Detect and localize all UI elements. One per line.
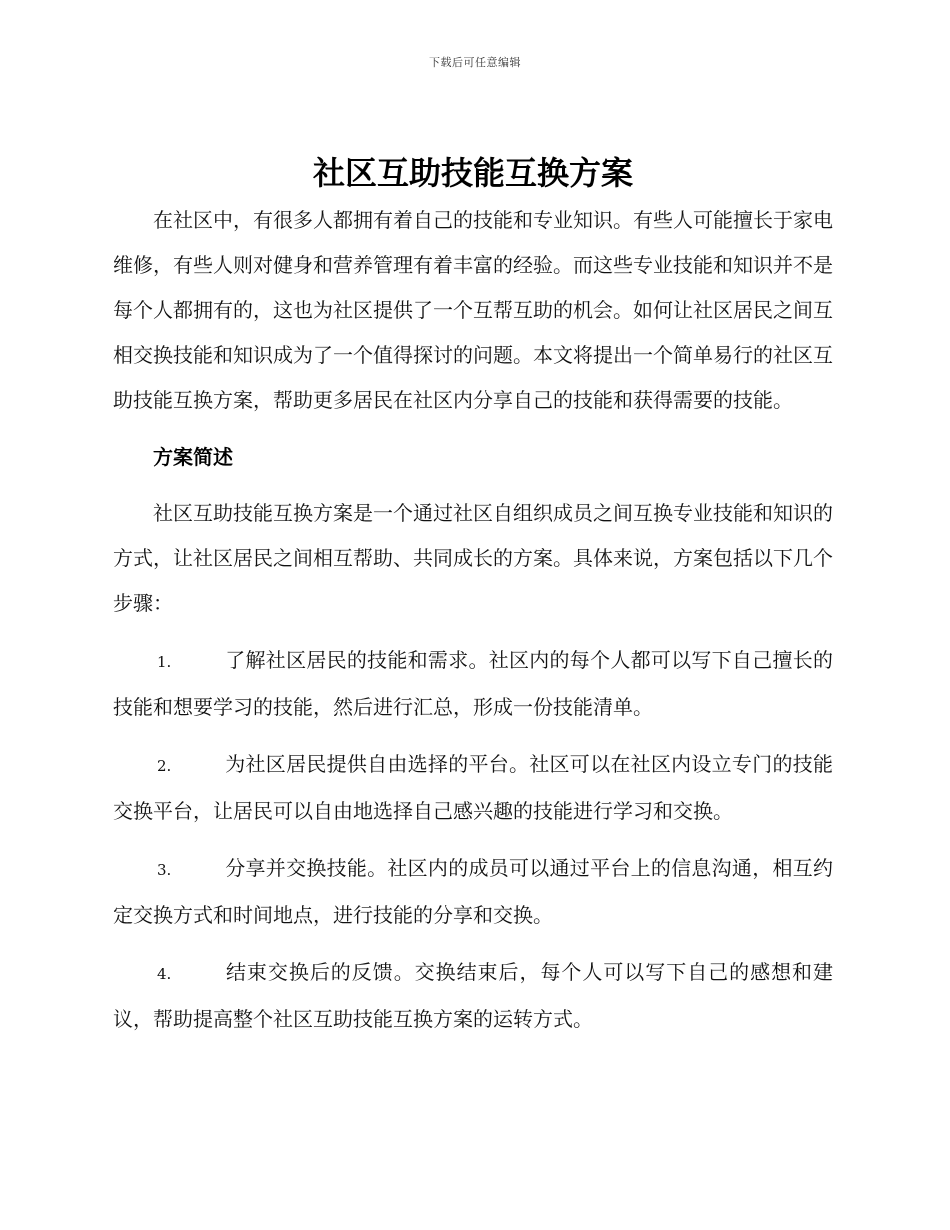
list-item-text: 分享并交换技能。社区内的成员可以通过平台上的信息沟通，相互约定交换方式和时间地点，进行技能的分享和交换。	[113, 856, 833, 927]
list-item-text: 为社区居民提供自由选择的平台。社区可以在社区内设立专门的技能交换平台，让居民可以自由地选择自己感兴趣的技能进行学习和交换。	[113, 752, 833, 823]
list-item-text: 结束交换后的反馈。交换结束后，每个人可以写下自己的感想和建议，帮助提高整个社区互助技能互换方案的运转方式。	[113, 960, 833, 1031]
list-item	[113, 846, 833, 938]
list-item-number: 4.	[157, 965, 172, 983]
list-item	[113, 638, 833, 730]
list-item-text: 了解社区居民的技能和需求。社区内的每个人都可以写下自己擅长的技能和想要学习的技能，然后进行汇总，形成一份技能清单。	[113, 648, 833, 719]
list-item-number: 1.	[157, 653, 172, 671]
page-title: 社区互助技能互换方案	[312, 154, 633, 192]
list-item-number: 2.	[157, 757, 172, 775]
steps-list	[113, 638, 833, 1042]
section-paragraph: 社区互助技能互换方案是一个通过社区自组织成员之间互换专业技能和知识的方式，让社区居民之间相互帮助、共同成长的方案。具体来说，方案包括以下几个步骤：	[113, 501, 833, 615]
list-item-number: 3.	[157, 861, 172, 879]
header-note: 下载后可任意编辑	[429, 56, 521, 69]
list-item	[113, 950, 833, 1042]
document-body	[113, 148, 833, 1054]
list-item	[113, 742, 833, 834]
section-heading: 方案简述	[153, 445, 233, 469]
intro-paragraph: 在社区中，有很多人都拥有着自己的技能和专业知识。有些人可能擅长于家电维修，有些人则对健身和营养管理有着丰富的经验。而这些专业技能和知识并不是每个人都拥有的，这也为社区提供了一个互帮互助的机会。如何让社区居民之间互相交换技能和知识成为了一个值得探讨的问题。本文将提出一个简单易行的社区互助技能互换方案，帮助更多居民在社区内分享自己的技能和获得需要的技能。	[113, 208, 833, 412]
